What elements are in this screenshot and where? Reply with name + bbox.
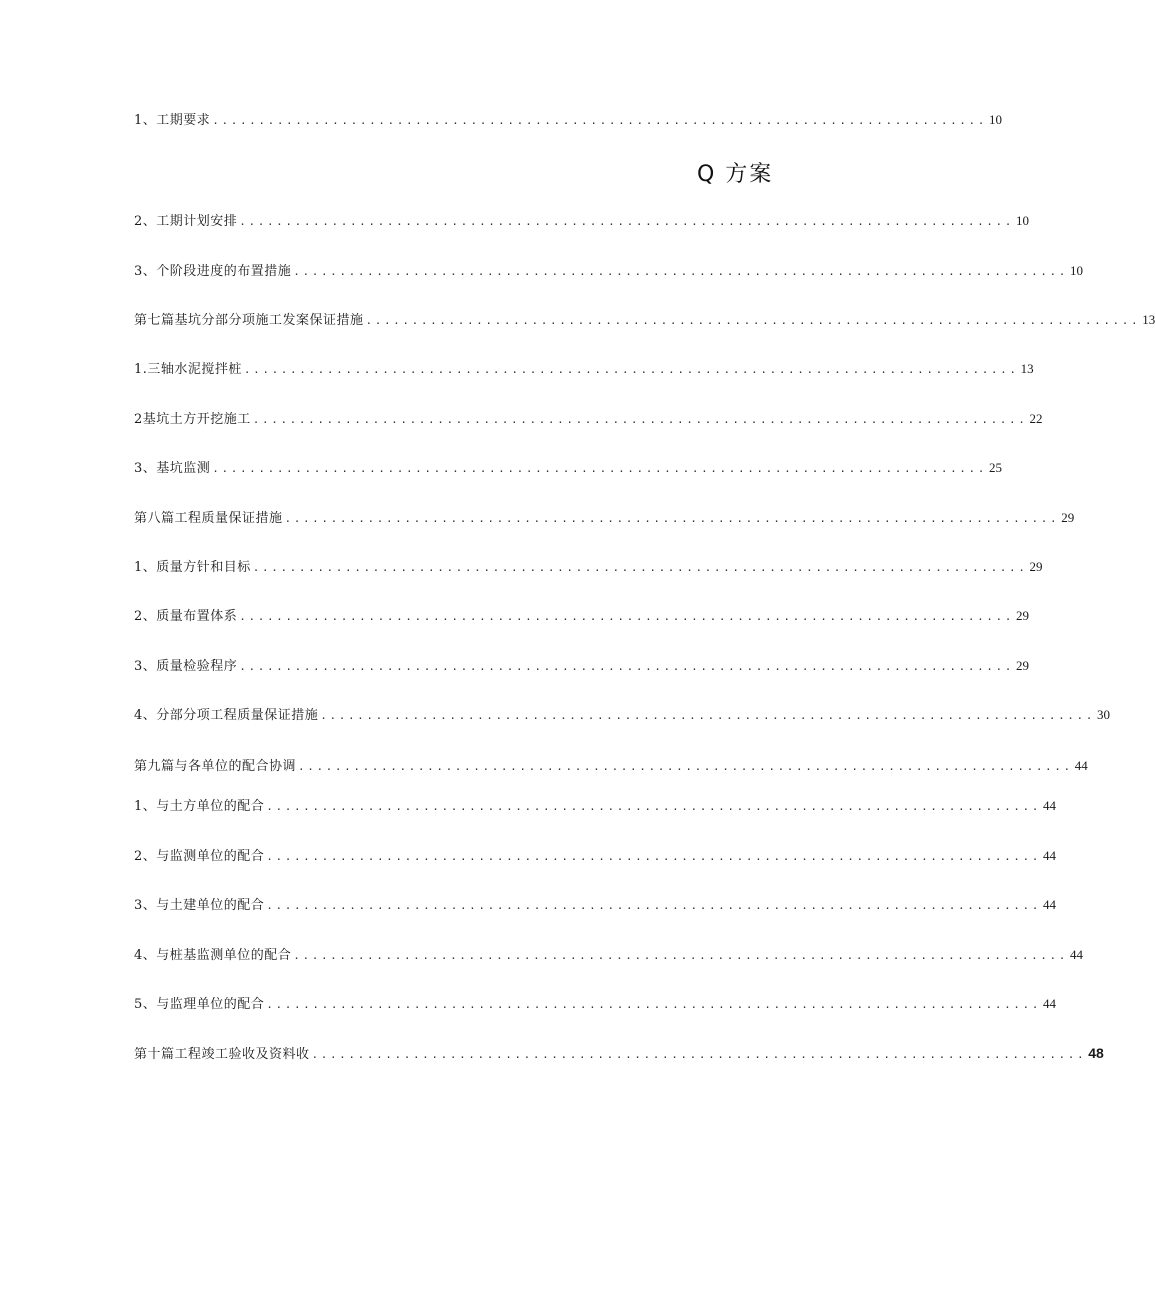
toc-entry-page: 30	[1096, 707, 1110, 722]
toc-entry-title: 2、质量布置体系	[134, 609, 238, 624]
toc-entry-page: 13	[1020, 361, 1034, 376]
toc-entry	[134, 262, 1083, 281]
toc-entry	[134, 657, 1029, 676]
toc-entry-title: 第七篇基坑分部分项施工发案保证措施	[134, 313, 364, 328]
toc-entry-title: 2、工期计划安排	[134, 214, 238, 229]
toc-entry	[134, 706, 1110, 725]
toc-leader-dots: ....................................................................................	[239, 660, 1014, 673]
toc-entry	[134, 212, 1029, 231]
toc-entry	[134, 946, 1083, 965]
section-heading: Q 方案	[697, 162, 774, 187]
toc-entry-page: 29	[1015, 658, 1029, 673]
toc-entry	[134, 360, 1034, 379]
toc-entry-title: 3、基坑监测	[134, 461, 211, 476]
toc-entry-title: 第九篇与各单位的配合协调	[134, 759, 297, 774]
toc-leader-dots: ....................................................................................	[239, 610, 1014, 623]
toc-entry	[134, 410, 1043, 429]
toc-entry-page: 10	[988, 112, 1002, 127]
toc-leader-dots: ....................................................................................	[311, 1048, 1087, 1061]
toc-entry	[134, 607, 1029, 626]
toc-entry-page: 22	[1029, 411, 1043, 426]
toc-entry-title: 1、工期要求	[134, 113, 211, 128]
toc-leader-dots: ....................................................................................	[284, 512, 1060, 525]
toc-leader-dots: ....................................................................................	[266, 850, 1041, 863]
toc-leader-dots: ....................................................................................	[212, 462, 987, 475]
toc-entry	[134, 311, 1155, 330]
toc-entry	[134, 509, 1075, 528]
toc-entry-page: 29	[1029, 559, 1043, 574]
toc-entry-title: 5、与监理单位的配合	[134, 997, 265, 1012]
toc-leader-dots: ....................................................................................	[239, 215, 1014, 228]
toc-leader-dots: ....................................................................................	[293, 949, 1068, 962]
toc-leader-dots: ....................................................................................	[266, 800, 1041, 813]
toc-leader-dots: ....................................................................................	[320, 709, 1095, 722]
toc-entry-page: 44	[1069, 947, 1083, 962]
toc-entry-title: 3、质量检验程序	[134, 659, 238, 674]
toc-entry-title: 第十篇工程竣工验收及资料收	[134, 1047, 310, 1062]
toc-entry	[134, 896, 1056, 915]
toc-entry-page: 44	[1042, 798, 1056, 813]
toc-entry	[134, 847, 1056, 866]
toc-entry-title: 第八篇工程质量保证措施	[134, 511, 283, 526]
toc-entry-page: 29	[1015, 608, 1029, 623]
toc-leader-dots: ....................................................................................	[298, 760, 1073, 773]
toc-entry	[134, 1044, 1104, 1064]
toc-entry-title: 1.三轴水泥搅拌桩	[134, 362, 242, 377]
toc-entry-title: 1、质量方针和目标	[134, 560, 251, 575]
toc-entry-page: 44	[1042, 848, 1056, 863]
toc-entry-title: 2基坑土方开挖施工	[134, 412, 251, 427]
toc-entry-title: 1、与土方单位的配合	[134, 799, 265, 814]
toc-entry-title: 2、与监测单位的配合	[134, 849, 265, 864]
toc-leader-dots: ....................................................................................	[266, 899, 1041, 912]
toc-leader-dots: ....................................................................................	[243, 363, 1019, 376]
toc-leader-dots: ....................................................................................	[365, 314, 1141, 327]
toc-entry-page: 25	[988, 460, 1002, 475]
toc-entry	[134, 797, 1056, 816]
toc-leader-dots: ....................................................................................	[266, 998, 1041, 1011]
toc-entry-title: 4、与桩基监测单位的配合	[134, 948, 292, 963]
toc-entry-title: 3、与土建单位的配合	[134, 898, 265, 913]
toc-entry-title: 3、个阶段进度的布置措施	[134, 264, 292, 279]
toc-entry-page: 44	[1042, 897, 1056, 912]
toc-entry	[134, 459, 1002, 478]
toc-entry-page: 29	[1061, 510, 1075, 525]
toc-entry-page: 48	[1088, 1045, 1104, 1061]
toc-entry	[134, 995, 1056, 1014]
toc-leader-dots: ....................................................................................	[293, 265, 1068, 278]
toc-entry	[134, 111, 1002, 130]
toc-entry	[134, 558, 1043, 577]
toc-entry	[134, 757, 1088, 776]
toc-leader-dots: ....................................................................................	[252, 413, 1028, 426]
toc-entry-page: 10	[1015, 213, 1029, 228]
toc-entry-page: 10	[1069, 263, 1083, 278]
toc-entry-page: 44	[1074, 758, 1088, 773]
toc-leader-dots: ....................................................................................	[212, 114, 987, 127]
toc-entry-title: 4、分部分项工程质量保证措施	[134, 708, 319, 723]
toc-entry-page: 44	[1042, 996, 1056, 1011]
toc-leader-dots: ....................................................................................	[252, 561, 1028, 574]
toc-entry-page: 13	[1142, 312, 1155, 327]
